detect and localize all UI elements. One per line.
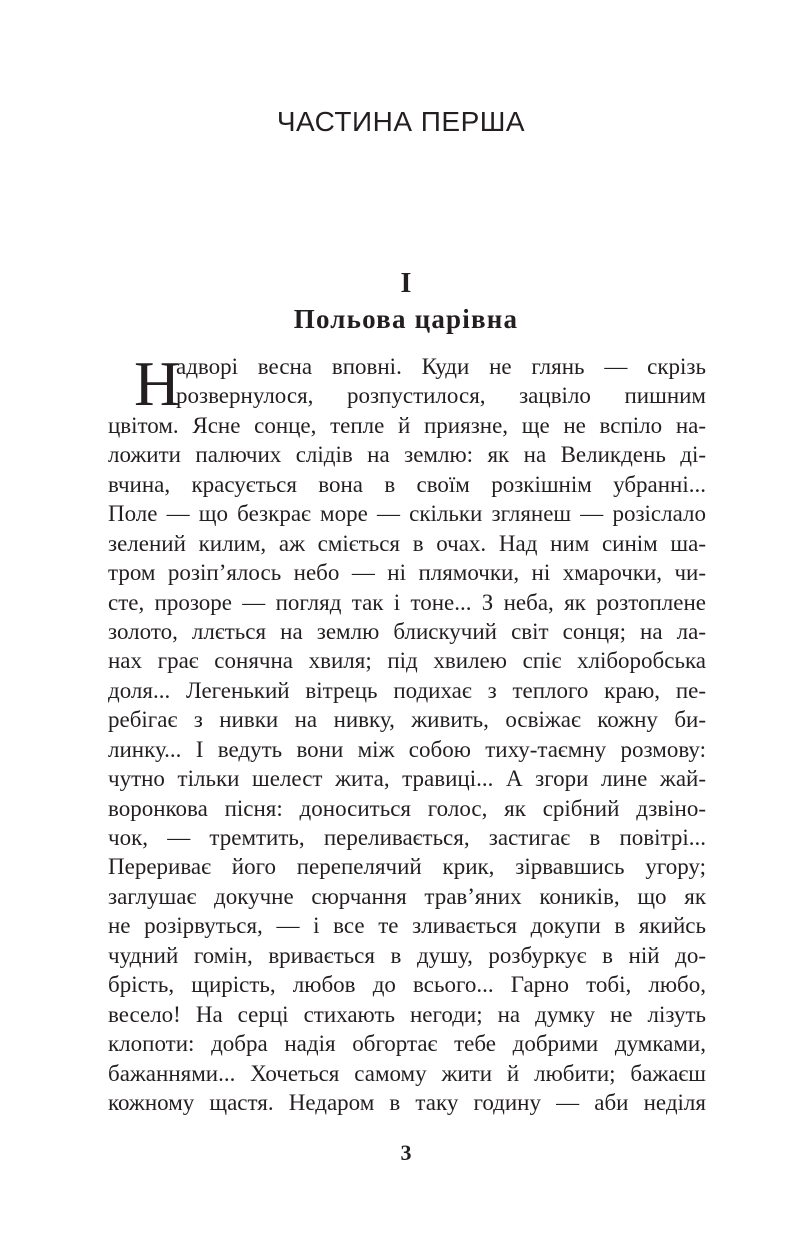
text-line: брість, щирість, любов до всього... Гарно тобі, любо, <box>108 972 706 998</box>
text-line: чок, — тремтить, переливається, застигає в повітрі... <box>108 825 706 850</box>
text-line: доля... Легенький вітрець подихає з теплого краю, пе- <box>108 677 706 703</box>
text-line: весело! На серці стихають негоди; на думку не лізуть <box>108 1001 706 1027</box>
text-line: воронкова пісня: доноситься голос, як срібний дзвіно- <box>108 795 706 821</box>
text-line: Перериває його перепелячий крик, зірвавшись угору; <box>108 854 706 880</box>
text-line: нах грає сонячна хвиля; під хвилею спіє хліборобська <box>108 648 706 674</box>
text-line: заглушає докучне сюрчання трав’яних коників, що як <box>108 883 706 909</box>
text-line: ребігає з нивки на нивку, живить, освіжає кожну би- <box>108 707 706 733</box>
chapter-number: I <box>400 268 412 299</box>
page-number: 3 <box>400 1140 412 1165</box>
text-line: зелений килим, аж сміється в очах. Над ним синім ша- <box>108 530 706 556</box>
chapter-title: Польова царівна <box>293 304 519 334</box>
drop-cap: Н <box>134 348 181 419</box>
text-line: тром розіп’ялось небо — ні плямочки, ні хмарочки, чи- <box>108 560 706 586</box>
text-line: кожному щастя. Недаром в таку годину — аби неділя <box>108 1089 706 1115</box>
text-line: розвернулося, розпустилося, зацвіло пишним <box>176 383 706 409</box>
text-line: не розірвуться, — і все те зливається докупи в якийсь <box>108 913 706 939</box>
body-text <box>108 348 706 1117</box>
text-line: Поле — що безкрає море — скільки зглянеш — розіслало <box>108 501 706 527</box>
text-line: чудний гомін, вривається в душу, розбуркує в ній до- <box>108 942 706 968</box>
text-line: вчина, красується вона в своїм розкішнім убранні... <box>108 471 706 497</box>
text-line: клопоти: добра надія обгортає тебе добрими думками, <box>108 1031 706 1057</box>
text-line: бажаннями... Хочеться самому жити й любити; бажаєш <box>108 1060 706 1086</box>
part-title: ЧАСТИНА ПЕРША <box>276 106 526 137</box>
text-line: ложити палючих слідів на землю: як на Великдень ді- <box>108 442 706 468</box>
text-line: чутно тільки шелест жита, травиці... А згори лине жай- <box>108 766 706 792</box>
text-line: золото, ллється на землю блискучий світ сонця; на ла- <box>108 618 706 644</box>
text-line: линку... І ведуть вони між собою тиху-таємну розмову: <box>108 736 706 762</box>
text-line: адворі весна вповні. Куди не глянь — скрізь <box>176 354 706 379</box>
text-line: сте, прозоре — погляд так і тоне... З неба, як розтоплене <box>108 589 706 615</box>
text-line: цвітом. Ясне сонце, тепле й приязне, ще не вспіло на- <box>108 412 706 438</box>
